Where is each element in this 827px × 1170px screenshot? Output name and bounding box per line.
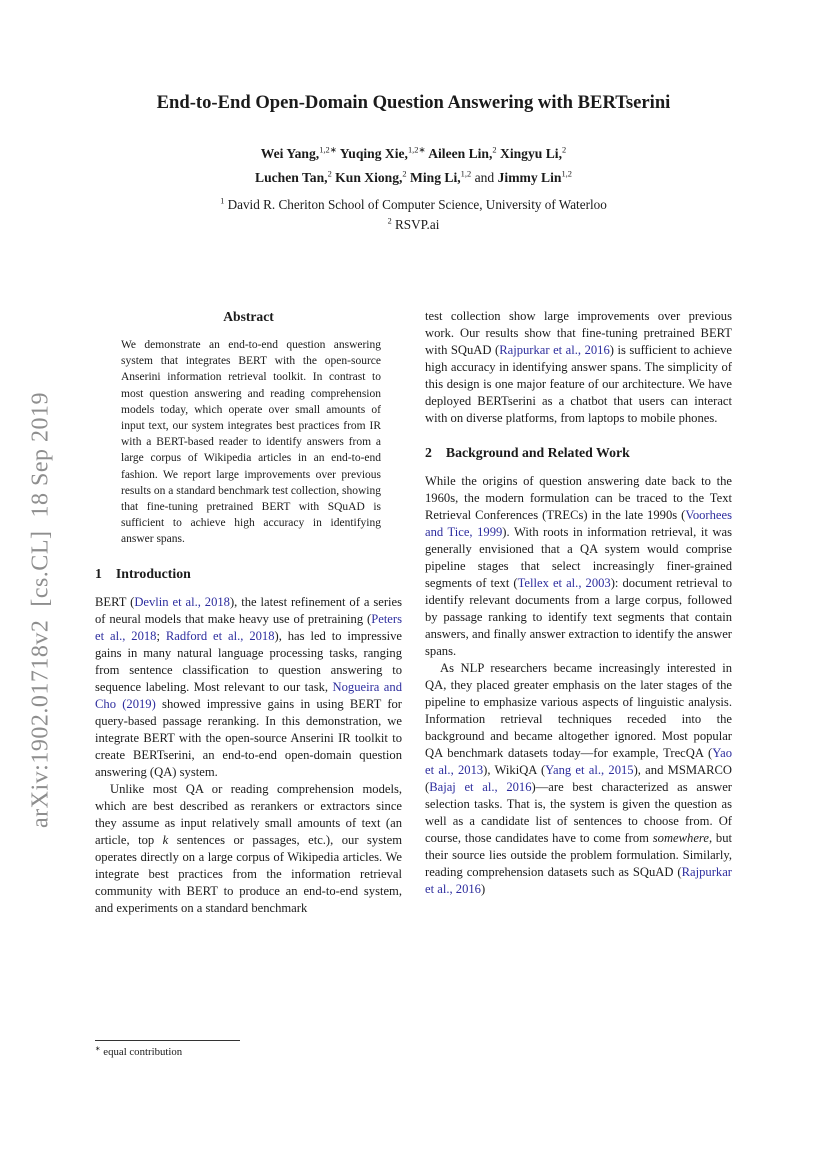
paper-header xyxy=(0,0,827,235)
arxiv-watermark: arXiv:1902.01718v2 [cs.CL] 18 Sep 2019 xyxy=(27,392,54,828)
author-name: Jimmy Lin xyxy=(497,170,562,185)
author-name: Kun Xiong, xyxy=(331,170,403,185)
section-1-number: 1 xyxy=(95,565,102,581)
footnote-text: ∗ equal contribution xyxy=(95,1045,183,1058)
superscript-marker: 1,2∗ xyxy=(319,144,337,155)
citation-link[interactable]: Tellex et al., 2003 xyxy=(517,576,611,590)
footnote xyxy=(95,1040,402,1059)
citation-link[interactable]: Nogueira and Cho (2019) xyxy=(95,679,402,711)
citation-link[interactable]: Devlin et al., 2018 xyxy=(134,594,230,609)
superscript-marker: 1,2∗ xyxy=(407,144,426,155)
citation-link[interactable]: Bajaj et al., 2016 xyxy=(429,780,532,794)
citation-link[interactable]: Rajpurkar et al., 2016 xyxy=(425,865,732,896)
footnote-rule xyxy=(95,1040,240,1041)
superscript-marker: 1 xyxy=(220,196,225,206)
author-line-2: Luchen Tan,$^2$ Kun Xiong,$^2$ Ming Li,$^{1,2}$ and Jimmy Lin$^{1,2}$ xyxy=(255,168,572,185)
author-line-1 xyxy=(0,142,827,166)
author-name: Luchen Tan, xyxy=(255,170,328,185)
citation-link[interactable]: Yang et al., 2015 xyxy=(545,763,634,777)
superscript-marker: 2 xyxy=(387,216,392,226)
intro-paragraph-2: Unlike most QA or reading comprehension models, which are best described as rerankers or extractors since they assume as input relatively small amounts of text (an article, top k sentences or passages, etc.), our system operates directly on a large corpus of Wikipedia articles. We integrate best practices from the information retrieval community with BERT to produce an end-to-end system, and experiments on a standard benchmark xyxy=(95,781,402,915)
affiliation-2: $^2$ RSVP.ai xyxy=(387,216,440,232)
section-1-title: Introduction xyxy=(115,565,191,581)
superscript-marker: 2 xyxy=(492,144,497,155)
section-2-title: Background and Related Work xyxy=(445,445,630,460)
author-name: Ming Li, xyxy=(406,170,461,185)
citation-link[interactable]: Voorhees and Tice, 1999 xyxy=(425,508,732,539)
citation-link[interactable]: Peters et al., 2018 xyxy=(95,611,402,643)
superscript-marker: 2 xyxy=(402,168,407,179)
citation-link[interactable]: Yao et al., 2013 xyxy=(425,746,732,777)
superscript-marker: ∗ xyxy=(95,1045,101,1053)
superscript-marker: 2 xyxy=(561,144,567,155)
italic-text: k xyxy=(162,832,169,847)
superscript-marker: 1,2 xyxy=(460,168,472,179)
section-1-heading xyxy=(95,565,402,582)
author-name: Aileen Lin, xyxy=(425,146,493,161)
section-2-number: 2 xyxy=(425,445,432,460)
background-paragraph-1: While the origins of question answering date back to the 1960s, the modern formulation can be traced to the Text Retrieval Conferences (TRECs) in the late 1990s (Voorhees and Tice, 1999). With roots in information retrieval, it was generally envisioned that a QA system would comprise pipeline stages that select increasingly finer-grained segments of text (Tellex et al., 2003): document retrieval to identify relevant documents from a large corpus, followed by passage ranking to identify text segments that contain answers, and finally answer extraction to identify the answer spans. xyxy=(425,474,732,658)
affiliation-1: $^1$ David R. Cheriton School of Computer Science, University of Waterloo xyxy=(220,196,607,212)
background-paragraph-2: As NLP researchers became increasingly interested in QA, they placed greater emphasis on the later stages of the pipeline to emphasize various aspects of linguistic analysis. Information retrieval techniques receded into the background and became altogether ignored. Most popular QA benchmark datasets today—for example, TrecQA (Yao et al., 2013), WikiQA (Yang et al., 2015), and MSMARCO (Bajaj et al., 2016)—are best characterized as answer selection tasks. That is, the system is given the question as well as a candidate list of sentences to choose from. Of course, those candidates have to come from somewhere, but their source lies outside the problem formulation. Similarly, reading comprehension datasets such as SQuAD (Rajpurkar et al., 2016) xyxy=(425,661,733,896)
author-name: Yuqing Xie, xyxy=(336,146,408,161)
author-name: Wei Yang, xyxy=(260,146,320,161)
superscript-marker: 1,2 xyxy=(561,168,572,179)
intro-paragraph-1: BERT (Devlin et al., 2018), the latest refinement of a series of neural models that make heavy use of pretraining (Peters et al., 2018; Radford et al., 2018), has led to impressive gains in many natural language processing tasks, ranging from sentence classification to question answering to sequence labeling. Most relevant to our task, Nogueira and Cho (2019) showed impressive gains in using BERT for query-based passage reranking. In this demonstration, we integrate BERT with the open-source Anserini IR toolkit to create BERTserini, an end-to-end open-domain question answering (QA) system. xyxy=(95,594,403,779)
left-column xyxy=(95,300,402,917)
superscript-marker: 2 xyxy=(327,168,332,179)
section-2-heading xyxy=(425,444,732,461)
continuation-paragraph: test collection show large improvements over previous work. Our results show that fine-tuning pretrained BERT with SQuAD (Rajpurkar et al., 2016) is sufficient to achieve high accuracy in identifying answer spans. The simplicity of this design is one major feature of our architecture. We have deployed BERTserini as a chatbot that users can interact with on diverse platforms, from laptops to mobile phones. xyxy=(425,309,732,425)
abstract-heading: Abstract xyxy=(223,309,274,324)
citation-link[interactable]: Radford et al., 2018 xyxy=(165,628,275,643)
italic-text: somewhere xyxy=(652,831,709,845)
citation-link[interactable]: Rajpurkar et al., 2016 xyxy=(499,343,610,357)
right-column xyxy=(425,300,732,898)
author-name: Xingyu Li, xyxy=(496,146,562,161)
paper-title: End-to-End Open-Domain Question Answering with BERTserini xyxy=(156,92,671,113)
abstract-text: We demonstrate an end-to-end question answering system that integrates BERT with the open-source Anserini information retrieval toolkit. In contrast to most question answering and reading comprehension models today, which operate over small amounts of input text, our system integrates best practices from IR with a BERT-based reader to identify answers from a large corpus of Wikipedia articles in an end-to-end fashion. We report large improvements over previous results on a standard benchmark test collection, showing that fine-tuning pretrained BERT with SQuAD is sufficient to achieve high accuracy in identifying answer spans. xyxy=(121,339,381,546)
